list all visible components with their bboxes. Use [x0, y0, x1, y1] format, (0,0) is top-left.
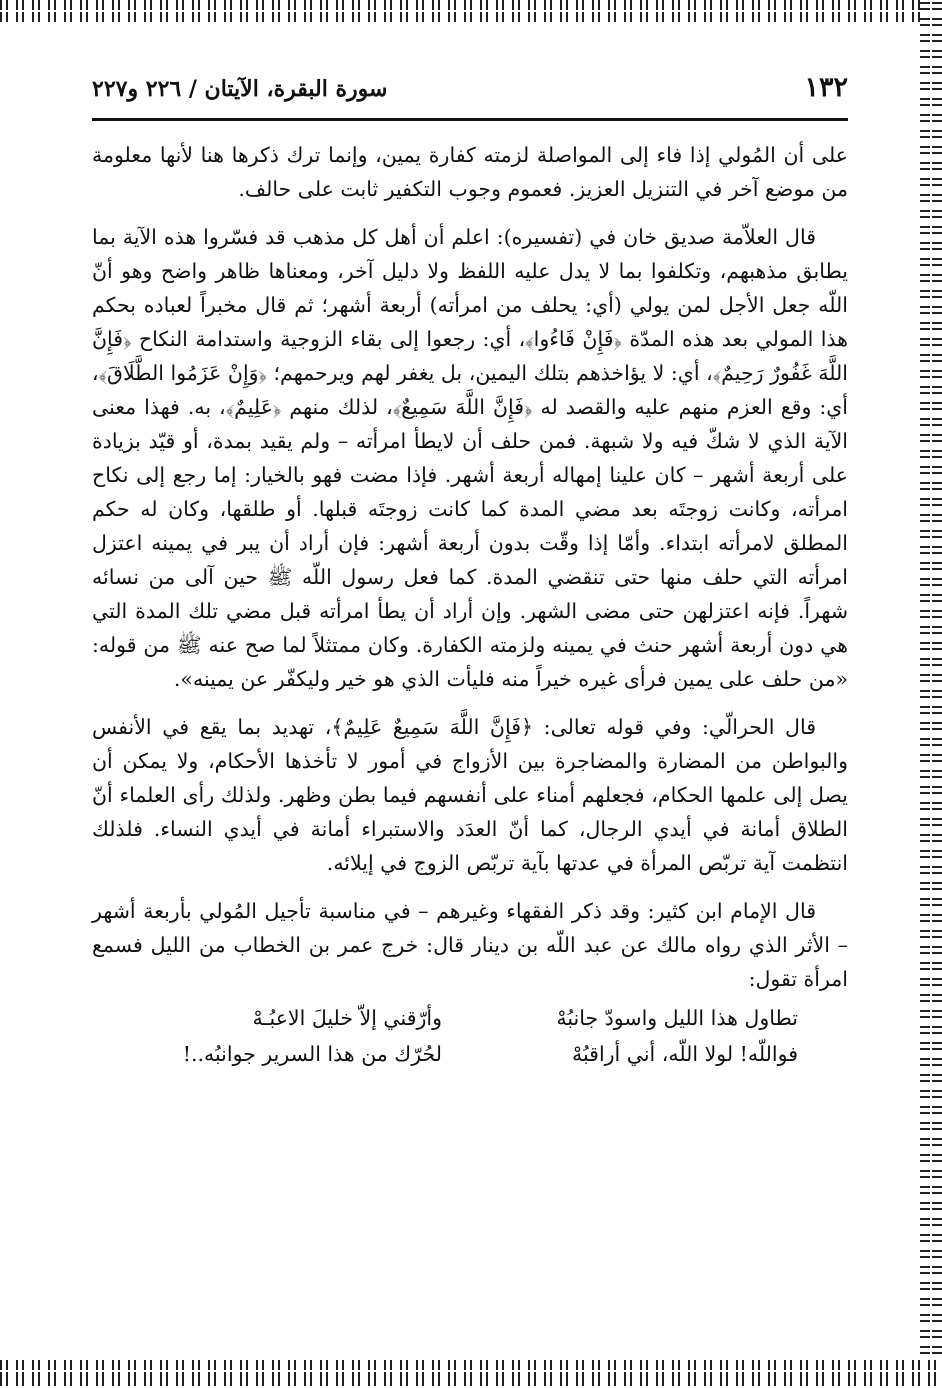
decorative-border-top [0, 0, 942, 22]
running-title: سورة البقرة، الآيتان / ٢٢٦ و٢٢٧ [92, 76, 388, 102]
page-header [92, 72, 848, 112]
poem-verse [92, 1000, 848, 1036]
poem [92, 1000, 848, 1072]
page-number: ١٣٢ [804, 72, 848, 103]
paragraph: قال الإمام ابن كثير: وقد ذكر الفقهاء وغيرهم – في مناسبة تأجيل المُولي بأربعة أشهر – الأثر الذي رواه مالك عن عبد اللّه بن دينار قال: خرج عمر بن الخطاب من الليل فسمع امرأة تقول: [92, 899, 848, 991]
decorative-border-right [920, 0, 942, 1386]
poem-hemistich-second: لحُرّك من هذا السرير جوانبُه..! [182, 1042, 442, 1066]
poem-verse [92, 1036, 848, 1072]
paragraph: على أن المُولي إذا فاء إلى المواصلة لزمته كفارة يمين، وإنما ترك ذكرها هنا لأنها معلومة من موضع آخر في التنزيل العزيز. فعموم وجوب التكفير ثابت على حالف. [92, 143, 848, 201]
paragraph: قال الحرالّي: وفي قوله تعالى: ﴿فَإِنَّ اللَّهَ سَمِيعٌ عَلِيمٌ﴾، تهديد بما يقع في الأنفس والبواطن من المضارة والمضاجرة بين الأزواج في أمور لا تأخذها الأحكام، ولا يمكن أن يصل إلى علمها الحكام، فجعلهم أمناء على أنفسهم فيما بطن وظهر. ولذلك رأى العلماء أنّ الطلاق أمانة في أيدي الرجال، كما أنّ العدَد والاستبراء أمانة في أيدي النساء. فلذلك انتظمت آية تربّص المرأة في عدتها بآية تربّص الزوج في إيلائه. [92, 715, 848, 875]
paragraph: قال العلاّمة صديق خان في (تفسيره): اعلم أن أهل كل مذهب قد فسّروا هذه الآية بما يطابق مذهبهم، وتكلفوا بما لا يدل عليه اللفظ ولا دليل آخر، ومعناها ظاهر واضح وهو أنّ اللّه جعل الأجل لمن يولي (أي: يحلف من امرأته) أربعة أشهر؛ ثم قال مخبراً لعباده بحكم هذا المولي بعد هذه المدّة ﴿فَإِنْ فَاءُوا﴾، أي: رجعوا إلى بقاء الزوجية واستدامة النكاح ﴿فَإِنَّ اللَّهَ غَفُورٌ رَحِيمٌ﴾، أي: لا يؤاخذهم بتلك اليمين، بل يغفر لهم ويرحمهم؛ ﴿وَإِنْ عَزَمُوا الطَّلَاقَ﴾، أي: وقع العزم منهم عليه والقصد له ﴿فَإِنَّ اللَّهَ سَمِيعٌ﴾، لذلك منهم ﴿عَلِيمٌ﴾، به. فهذا معنى الآية الذي لا شكّ فيه ولا شبهة. فمن حلف أن لايطأ امرأته – ولم يقيد بمدة، أو قيّد بزيادة على أربعة أشهر – كان علينا إمهاله أربعة أشهر. فإذا مضت فهو بالخيار: إما رجع إلى نكاح امرأته، وكانت زوجتَه بعد مضي المدة كما كانت زوجتَه قبلها. أو طلقها، وكان له حكم المطلق لامرأته ابتداء. وأمّا إذا وقّت بدون أربعة أشهر: فإن أراد أن يبر في يمينه اعتزل امرأته التي حلف منها حتى تنقضي المدة. كما فعل رسول اللّه ﷺ حين آلى من نسائه شهراً. فإنه اعتزلهن حتى مضى الشهر. وإن أراد أن يطأ امرأته قبل مضي تلك المدة التي هي دون أربعة أشهر حنث في يمينه ولزمته الكفارة. وكان ممتثلاً لما صح عنه ﷺ من قوله: «من حلف على يمين فرأى غيره خيراً منه فليأت الذي هو خير وليكفّر عن يمينه». [92, 225, 848, 691]
poem-hemistich-first: فواللّه! لولا اللّه، أني أراقبُهْ [571, 1042, 798, 1066]
header-rule [92, 118, 848, 121]
poem-hemistich-first: تطاول هذا الليل واسودّ جانبُهْ [556, 1006, 798, 1030]
poem-hemistich-second: وأرّقني إلاّ خليلَ الاعبُـهْ [252, 1006, 442, 1030]
page-body [92, 138, 848, 1328]
decorative-border-bottom [0, 1360, 942, 1386]
